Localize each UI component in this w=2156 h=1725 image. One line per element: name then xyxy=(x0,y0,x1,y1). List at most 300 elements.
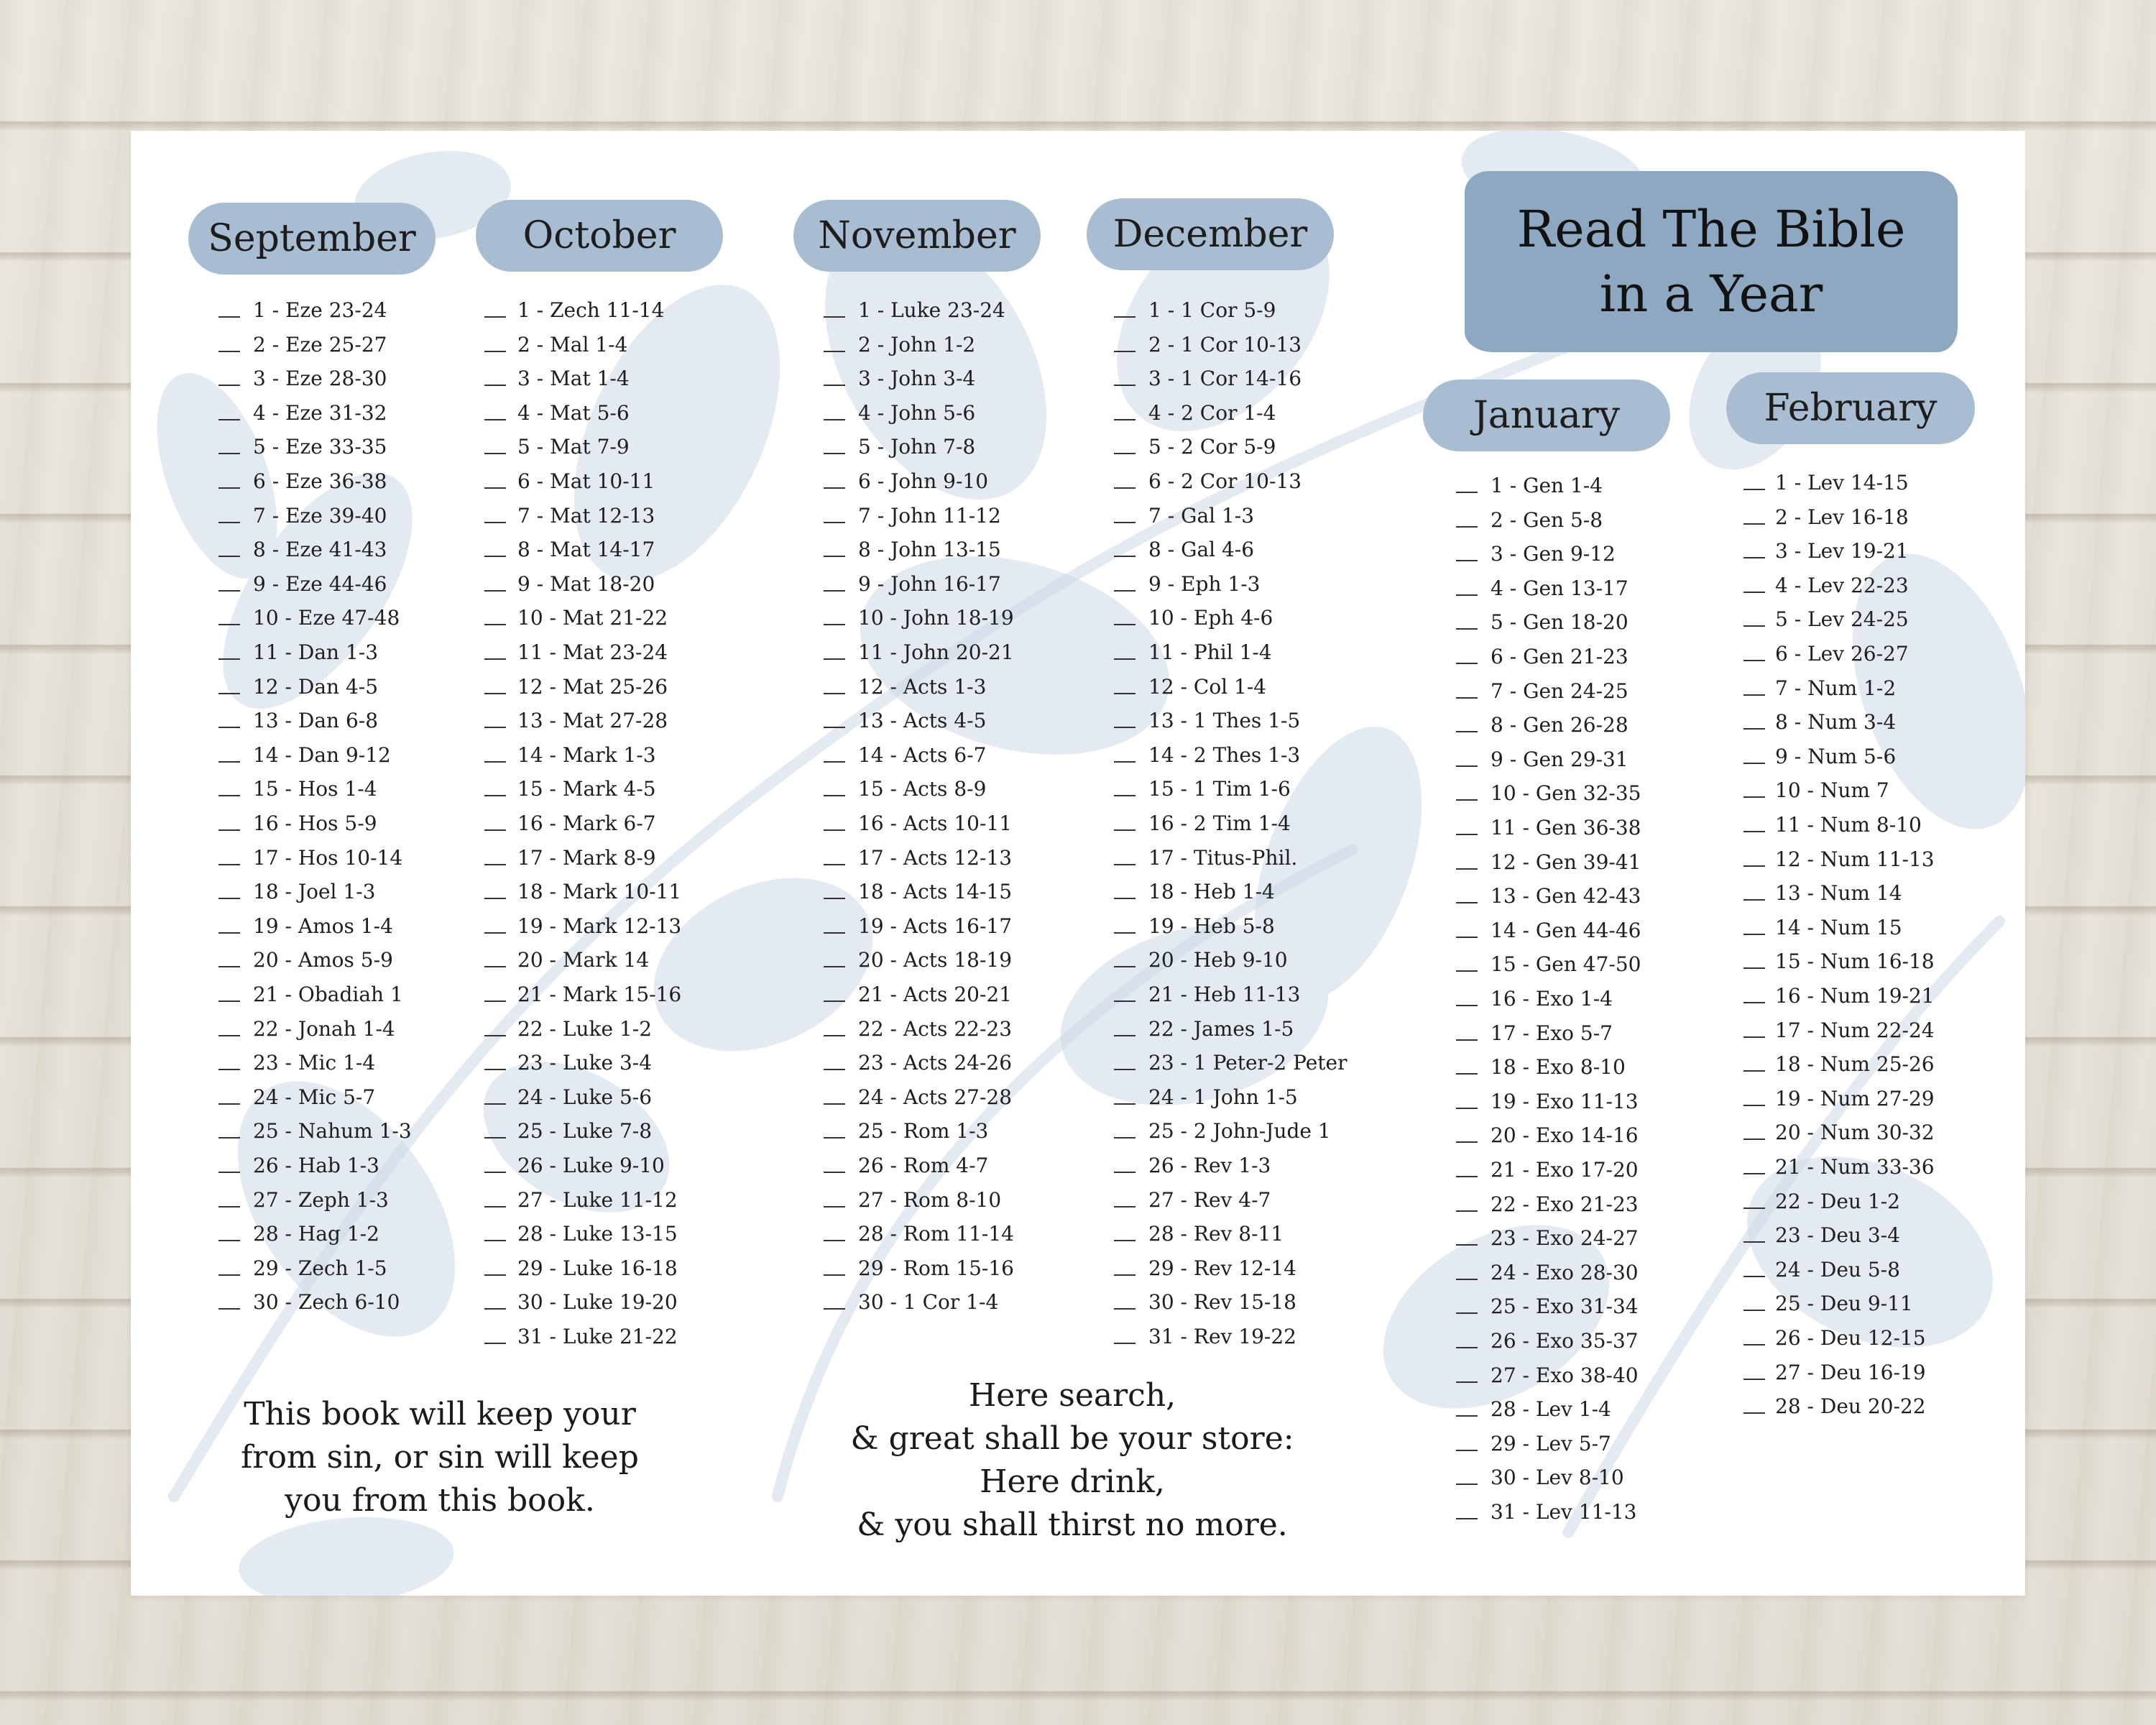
checkbox-blank-line[interactable] xyxy=(484,761,506,763)
reading-entry-label: 23 - Exo 24-27 xyxy=(1491,1226,1639,1250)
reading-entry-label: 15 - Acts 8-9 xyxy=(858,777,987,801)
checkbox-blank-line[interactable] xyxy=(1114,624,1135,625)
checkbox-blank-line[interactable] xyxy=(1456,1279,1478,1280)
checkbox-blank-line[interactable] xyxy=(824,693,845,694)
checkbox-blank-line[interactable] xyxy=(1456,799,1478,801)
checkbox-blank-line[interactable] xyxy=(1114,829,1135,831)
checkbox-blank-line[interactable] xyxy=(1114,1000,1135,1002)
month-header-january: January xyxy=(1423,380,1670,451)
reading-entry-label: 20 - Num 30-32 xyxy=(1775,1121,1935,1144)
checkbox-blank-line[interactable] xyxy=(1743,523,1765,525)
checkbox-blank-line[interactable] xyxy=(1743,1344,1765,1346)
checkbox-blank-line[interactable] xyxy=(1743,967,1765,969)
checkbox-blank-line[interactable] xyxy=(1456,868,1478,870)
checkbox-blank-line[interactable] xyxy=(824,556,845,557)
checkbox-blank-line[interactable] xyxy=(484,898,506,899)
reading-entry-label: 15 - 1 Tim 1-6 xyxy=(1148,777,1291,801)
reading-entry-label: 29 - Lev 5-7 xyxy=(1491,1432,1611,1455)
reading-entry-label: 7 - Mat 12-13 xyxy=(517,504,655,528)
checkbox-blank-line[interactable] xyxy=(1456,560,1478,561)
reading-entry-label: 5 - 2 Cor 5-9 xyxy=(1148,435,1276,459)
checkbox-blank-line[interactable] xyxy=(218,966,240,967)
checkbox-blank-line[interactable] xyxy=(218,1274,240,1276)
reading-entry-label: 21 - Obadiah 1 xyxy=(253,983,403,1006)
checkbox-blank-line[interactable] xyxy=(1114,932,1135,934)
reading-entry-label: 27 - Exo 38-40 xyxy=(1491,1363,1639,1387)
checkbox-blank-line[interactable] xyxy=(1456,1039,1478,1041)
reading-entry-label: 22 - Luke 1-2 xyxy=(517,1017,653,1041)
checkbox-blank-line[interactable] xyxy=(824,761,845,763)
checkbox-blank-line[interactable] xyxy=(1743,625,1765,627)
reading-entry-label: 6 - Gen 21-23 xyxy=(1491,645,1628,668)
reading-entry-label: 24 - 1 John 1-5 xyxy=(1148,1085,1298,1109)
checkbox-blank-line[interactable] xyxy=(1114,522,1135,523)
checkbox-blank-line[interactable] xyxy=(484,385,506,386)
reading-entry-label: 16 - Mark 6-7 xyxy=(517,811,656,835)
reading-entry-label: 12 - Acts 1-3 xyxy=(858,675,987,699)
checkbox-blank-line[interactable] xyxy=(218,385,240,386)
checkbox-blank-line[interactable] xyxy=(484,453,506,454)
reading-entry-label: 27 - Rev 4-7 xyxy=(1148,1188,1271,1212)
reading-entry-label: 3 - Lev 19-21 xyxy=(1775,539,1909,563)
checkbox-blank-line[interactable] xyxy=(484,1274,506,1276)
checkbox-blank-line[interactable] xyxy=(1456,1210,1478,1212)
quote-left-line: from sin, or sin will keep xyxy=(241,1439,639,1476)
checkbox-blank-line[interactable] xyxy=(218,829,240,831)
reading-entry-label: 21 - Num 33-36 xyxy=(1775,1155,1935,1179)
reading-entry-label: 28 - Rev 8-11 xyxy=(1148,1222,1284,1246)
checkbox-blank-line[interactable] xyxy=(1743,1105,1765,1106)
checkbox-blank-line[interactable] xyxy=(824,1035,845,1036)
checkbox-blank-line[interactable] xyxy=(484,1240,506,1241)
reading-entry-label: 3 - 1 Cor 14-16 xyxy=(1148,367,1302,390)
checkbox-blank-line[interactable] xyxy=(484,1206,506,1208)
reading-entry-label: 28 - Lev 1-4 xyxy=(1491,1397,1611,1421)
checkbox-blank-line[interactable] xyxy=(1743,694,1765,696)
checkbox-blank-line[interactable] xyxy=(824,1069,845,1070)
checkbox-blank-line[interactable] xyxy=(218,1240,240,1241)
reading-entry-label: 24 - Acts 27-28 xyxy=(858,1085,1013,1109)
checkbox-blank-line[interactable] xyxy=(484,487,506,489)
checkbox-blank-line[interactable] xyxy=(1743,831,1765,832)
reading-entry-label: 18 - Joel 1-3 xyxy=(253,880,376,903)
checkbox-blank-line[interactable] xyxy=(1114,1103,1135,1105)
reading-entry-label: 13 - Gen 42-43 xyxy=(1491,884,1641,908)
checkbox-blank-line[interactable] xyxy=(1456,1381,1478,1383)
checkbox-blank-line[interactable] xyxy=(218,1172,240,1173)
quote-left-line: you from this book. xyxy=(285,1482,595,1519)
checkbox-blank-line[interactable] xyxy=(1743,934,1765,935)
checkbox-blank-line[interactable] xyxy=(218,1035,240,1036)
checkbox-blank-line[interactable] xyxy=(218,1000,240,1002)
checkbox-blank-line[interactable] xyxy=(484,351,506,352)
checkbox-blank-line[interactable] xyxy=(484,624,506,625)
reading-entry-label: 30 - Rev 15-18 xyxy=(1148,1290,1296,1314)
reading-entry-label: 8 - John 13-15 xyxy=(858,538,1001,561)
checkbox-blank-line[interactable] xyxy=(218,351,240,352)
checkbox-blank-line[interactable] xyxy=(1456,834,1478,835)
checkbox-blank-line[interactable] xyxy=(484,522,506,523)
checkbox-blank-line[interactable] xyxy=(1743,1070,1765,1072)
reading-entry-label: 7 - Gal 1-3 xyxy=(1148,504,1255,528)
reading-entry-label: 10 - Gen 32-35 xyxy=(1491,781,1641,805)
checkbox-blank-line[interactable] xyxy=(1743,489,1765,490)
checkbox-blank-line[interactable] xyxy=(1743,557,1765,558)
checkbox-blank-line[interactable] xyxy=(218,1103,240,1105)
checkbox-blank-line[interactable] xyxy=(824,829,845,831)
reading-entry-label: 21 - Heb 11-13 xyxy=(1148,983,1301,1006)
checkbox-blank-line[interactable] xyxy=(218,590,240,592)
reading-entry-label: 28 - Deu 20-22 xyxy=(1775,1394,1926,1418)
checkbox-blank-line[interactable] xyxy=(1114,1172,1135,1173)
checkbox-blank-line[interactable] xyxy=(218,1308,240,1310)
checkbox-blank-line[interactable] xyxy=(218,316,240,318)
reading-entry-label: 4 - 2 Cor 1-4 xyxy=(1148,401,1276,425)
checkbox-blank-line[interactable] xyxy=(1456,765,1478,767)
reading-entry-label: 3 - Gen 9-12 xyxy=(1491,542,1616,566)
reading-entry-label: 6 - Mat 10-11 xyxy=(517,469,655,493)
checkbox-blank-line[interactable] xyxy=(1456,1176,1478,1177)
checkbox-blank-line[interactable] xyxy=(824,966,845,967)
checkbox-blank-line[interactable] xyxy=(824,1172,845,1173)
checkbox-blank-line[interactable] xyxy=(824,1308,845,1310)
reading-entry-label: 7 - Eze 39-40 xyxy=(253,504,387,528)
reading-entry-label: 26 - Rev 1-3 xyxy=(1148,1154,1271,1177)
reading-entry-label: 14 - Dan 9-12 xyxy=(253,743,391,767)
reading-entry-label: 5 - Gen 18-20 xyxy=(1491,610,1628,634)
checkbox-blank-line[interactable] xyxy=(484,1343,506,1344)
reading-entry-label: 19 - Num 27-29 xyxy=(1775,1087,1935,1110)
checkbox-blank-line[interactable] xyxy=(824,590,845,592)
reading-entry-label: 30 - Luke 19-20 xyxy=(517,1290,678,1314)
reading-entry-label: 8 - Num 3-4 xyxy=(1775,710,1897,734)
checkbox-blank-line[interactable] xyxy=(1456,1484,1478,1485)
checkbox-blank-line[interactable] xyxy=(1114,864,1135,865)
reading-entry-label: 24 - Mic 5-7 xyxy=(253,1085,376,1109)
reading-entry-label: 26 - Deu 12-15 xyxy=(1775,1326,1926,1350)
reading-entry-label: 31 - Luke 21-22 xyxy=(517,1325,678,1348)
checkbox-blank-line[interactable] xyxy=(1743,728,1765,730)
reading-entry-label: 14 - Num 15 xyxy=(1775,916,1902,939)
reading-entry-label: 8 - Eze 41-43 xyxy=(253,538,387,561)
checkbox-blank-line[interactable] xyxy=(1456,492,1478,493)
reading-entry-label: 27 - Zeph 1-3 xyxy=(253,1188,389,1212)
reading-entry-label: 20 - Amos 5-9 xyxy=(253,948,393,972)
checkbox-blank-line[interactable] xyxy=(824,487,845,489)
reading-entry-label: 29 - Luke 16-18 xyxy=(517,1256,678,1280)
reading-entry-label: 9 - Mat 18-20 xyxy=(517,572,655,596)
checkbox-blank-line[interactable] xyxy=(1456,1518,1478,1519)
reading-entry-label: 19 - Acts 16-17 xyxy=(858,914,1013,938)
reading-entry-label: 11 - Dan 1-3 xyxy=(253,640,379,664)
reading-entry-label: 10 - Eph 4-6 xyxy=(1148,606,1273,630)
checkbox-blank-line[interactable] xyxy=(1114,1343,1135,1344)
checkbox-blank-line[interactable] xyxy=(1114,351,1135,352)
checkbox-blank-line[interactable] xyxy=(824,795,845,796)
checkbox-blank-line[interactable] xyxy=(218,727,240,728)
checkbox-blank-line[interactable] xyxy=(218,522,240,523)
checkbox-blank-line[interactable] xyxy=(1114,419,1135,420)
checkbox-blank-line[interactable] xyxy=(484,1000,506,1002)
reading-entry-label: 25 - Nahum 1-3 xyxy=(253,1119,412,1143)
checkbox-blank-line[interactable] xyxy=(218,1206,240,1208)
reading-entry-label: 18 - Num 25-26 xyxy=(1775,1052,1935,1076)
checkbox-blank-line[interactable] xyxy=(1114,1240,1135,1241)
reading-entry-label: 26 - Rom 4-7 xyxy=(858,1154,989,1177)
checkbox-blank-line[interactable] xyxy=(218,932,240,934)
reading-entry-label: 20 - Heb 9-10 xyxy=(1148,948,1288,972)
checkbox-blank-line[interactable] xyxy=(218,624,240,625)
checkbox-blank-line[interactable] xyxy=(1743,592,1765,593)
checkbox-blank-line[interactable] xyxy=(824,1137,845,1138)
checkbox-blank-line[interactable] xyxy=(1456,1244,1478,1246)
reading-entry-label: 2 - John 1-2 xyxy=(858,333,976,356)
reading-entry-label: 10 - John 18-19 xyxy=(858,606,1014,630)
checkbox-blank-line[interactable] xyxy=(1743,763,1765,764)
reading-entry-label: 5 - Eze 33-35 xyxy=(253,435,387,459)
reading-entry-label: 18 - Exo 8-10 xyxy=(1491,1055,1626,1079)
quote-left xyxy=(224,1393,655,1522)
reading-entry-label: 12 - Dan 4-5 xyxy=(253,675,379,699)
reading-entry-label: 6 - Eze 36-38 xyxy=(253,469,387,493)
checkbox-blank-line[interactable] xyxy=(824,1274,845,1276)
checkbox-blank-line[interactable] xyxy=(1743,1002,1765,1003)
checkbox-blank-line[interactable] xyxy=(484,727,506,728)
month-header-september: September xyxy=(188,203,436,275)
reading-entry-label: 15 - Mark 4-5 xyxy=(517,777,656,801)
checkbox-blank-line[interactable] xyxy=(1114,727,1135,728)
reading-entry-label: 19 - Heb 5-8 xyxy=(1148,914,1275,938)
checkbox-blank-line[interactable] xyxy=(1743,1276,1765,1277)
reading-entry-label: 7 - Num 1-2 xyxy=(1775,676,1897,700)
checkbox-blank-line[interactable] xyxy=(484,1103,506,1105)
checkbox-blank-line[interactable] xyxy=(1114,898,1135,899)
quote-right-line: Here drink, xyxy=(980,1463,1165,1500)
checkbox-blank-line[interactable] xyxy=(484,590,506,592)
quote-right xyxy=(821,1374,1324,1547)
month-header-november: November xyxy=(793,200,1041,272)
reading-entry-label: 3 - Mat 1-4 xyxy=(517,367,630,390)
checkbox-blank-line[interactable] xyxy=(824,932,845,934)
reading-entry-label: 2 - Lev 16-18 xyxy=(1775,505,1909,529)
reading-entry-label: 29 - Zech 1-5 xyxy=(253,1256,387,1280)
reading-entry-label: 12 - Col 1-4 xyxy=(1148,675,1267,699)
checkbox-blank-line[interactable] xyxy=(218,864,240,865)
checkbox-blank-line[interactable] xyxy=(1456,1005,1478,1006)
reading-entry-label: 30 - Lev 8-10 xyxy=(1491,1466,1624,1489)
reading-entry-label: 4 - Gen 13-17 xyxy=(1491,576,1628,600)
checkbox-blank-line[interactable] xyxy=(824,419,845,420)
checkbox-blank-line[interactable] xyxy=(1456,1073,1478,1075)
checkbox-blank-line[interactable] xyxy=(1114,1035,1135,1036)
checkbox-blank-line[interactable] xyxy=(1114,693,1135,694)
checkbox-blank-line[interactable] xyxy=(1743,1379,1765,1380)
checkbox-blank-line[interactable] xyxy=(1743,1412,1765,1414)
checkbox-blank-line[interactable] xyxy=(484,932,506,934)
checkbox-blank-line[interactable] xyxy=(1114,316,1135,318)
reading-entry-label: 24 - Luke 5-6 xyxy=(517,1085,653,1109)
month-header-october: October xyxy=(476,200,723,272)
checkbox-blank-line[interactable] xyxy=(1743,865,1765,867)
reading-entry-label: 23 - Acts 24-26 xyxy=(858,1051,1013,1075)
checkbox-blank-line[interactable] xyxy=(1743,899,1765,901)
checkbox-blank-line[interactable] xyxy=(1114,1274,1135,1276)
checkbox-blank-line[interactable] xyxy=(1114,966,1135,967)
checkbox-blank-line[interactable] xyxy=(218,1137,240,1138)
checkbox-blank-line[interactable] xyxy=(484,1035,506,1036)
reading-entry-label: 26 - Exo 35-37 xyxy=(1491,1329,1639,1353)
checkbox-blank-line[interactable] xyxy=(1114,761,1135,763)
checkbox-blank-line[interactable] xyxy=(1743,1241,1765,1243)
checkbox-blank-line[interactable] xyxy=(1114,453,1135,454)
reading-entry-label: 18 - Heb 1-4 xyxy=(1148,880,1275,903)
checkbox-blank-line[interactable] xyxy=(1456,1347,1478,1348)
checkbox-blank-line[interactable] xyxy=(824,624,845,625)
reading-entry-label: 28 - Rom 11-14 xyxy=(858,1222,1014,1246)
reading-entry-label: 11 - Phil 1-4 xyxy=(1148,640,1272,664)
reading-entry-label: 24 - Deu 5-8 xyxy=(1775,1258,1900,1282)
checkbox-blank-line[interactable] xyxy=(484,1137,506,1138)
checkbox-blank-line[interactable] xyxy=(1114,795,1135,796)
reading-entry-label: 8 - Gen 26-28 xyxy=(1491,713,1628,737)
checkbox-blank-line[interactable] xyxy=(218,487,240,489)
checkbox-blank-line[interactable] xyxy=(484,658,506,660)
checkbox-blank-line[interactable] xyxy=(824,727,845,728)
checkbox-blank-line[interactable] xyxy=(218,693,240,694)
checkbox-blank-line[interactable] xyxy=(484,795,506,796)
checkbox-blank-line[interactable] xyxy=(1114,1206,1135,1208)
reading-entry-label: 16 - Num 19-21 xyxy=(1775,984,1935,1008)
checkbox-blank-line[interactable] xyxy=(824,316,845,318)
reading-entry-label: 15 - Hos 1-4 xyxy=(253,777,377,801)
checkbox-blank-line[interactable] xyxy=(484,693,506,694)
checkbox-blank-line[interactable] xyxy=(824,1103,845,1105)
checkbox-blank-line[interactable] xyxy=(1114,385,1135,386)
reading-entry-label: 13 - 1 Thes 1-5 xyxy=(1148,709,1301,732)
checkbox-blank-line[interactable] xyxy=(1456,731,1478,732)
reading-entry-label: 19 - Amos 1-4 xyxy=(253,914,393,938)
checkbox-blank-line[interactable] xyxy=(824,1240,845,1241)
checkbox-blank-line[interactable] xyxy=(218,419,240,420)
checkbox-blank-line[interactable] xyxy=(484,419,506,420)
quote-right-line: & great shall be your store: xyxy=(850,1420,1294,1457)
checkbox-blank-line[interactable] xyxy=(484,1069,506,1070)
checkbox-blank-line[interactable] xyxy=(484,1308,506,1310)
checkbox-blank-line[interactable] xyxy=(1456,1312,1478,1314)
reading-entry-label: 22 - Exo 21-23 xyxy=(1491,1192,1639,1216)
reading-entry-label: 5 - Lev 24-25 xyxy=(1775,607,1909,631)
month-header-february: February xyxy=(1726,372,1975,444)
checkbox-blank-line[interactable] xyxy=(484,864,506,865)
checkbox-blank-line[interactable] xyxy=(1114,1308,1135,1310)
checkbox-blank-line[interactable] xyxy=(824,522,845,523)
checkbox-blank-line[interactable] xyxy=(824,1206,845,1208)
checkbox-blank-line[interactable] xyxy=(1743,1036,1765,1038)
reading-entry-label: 17 - Exo 5-7 xyxy=(1491,1021,1613,1045)
reading-entry-label: 18 - Mark 10-11 xyxy=(517,880,682,903)
reading-entry-label: 9 - Num 5-6 xyxy=(1775,745,1897,768)
checkbox-blank-line[interactable] xyxy=(218,556,240,557)
checkbox-blank-line[interactable] xyxy=(1456,663,1478,664)
quote-right-line: & you shall thirst no more. xyxy=(857,1506,1288,1543)
reading-entry-label: 9 - John 16-17 xyxy=(858,572,1001,596)
reading-entry-label: 1 - Gen 1-4 xyxy=(1491,474,1603,497)
checkbox-blank-line[interactable] xyxy=(824,385,845,386)
checkbox-blank-line[interactable] xyxy=(218,761,240,763)
checkbox-blank-line[interactable] xyxy=(1114,590,1135,592)
checkbox-blank-line[interactable] xyxy=(1456,937,1478,938)
reading-entry-label: 19 - Mark 12-13 xyxy=(517,914,682,938)
checkbox-blank-line[interactable] xyxy=(1114,1137,1135,1138)
checkbox-blank-line[interactable] xyxy=(1456,902,1478,903)
checkbox-blank-line[interactable] xyxy=(1456,628,1478,630)
reading-entry-label: 9 - Eph 1-3 xyxy=(1148,572,1261,596)
reading-entry-label: 11 - Mat 23-24 xyxy=(517,640,668,664)
checkbox-blank-line[interactable] xyxy=(484,829,506,831)
reading-entry-label: 14 - Mark 1-3 xyxy=(517,743,656,767)
reading-entry-label: 17 - Num 22-24 xyxy=(1775,1018,1935,1042)
checkbox-blank-line[interactable] xyxy=(218,898,240,899)
checkbox-blank-line[interactable] xyxy=(218,453,240,454)
reading-entry-label: 18 - Acts 14-15 xyxy=(858,880,1013,903)
checkbox-blank-line[interactable] xyxy=(1456,970,1478,972)
checkbox-blank-line[interactable] xyxy=(1114,658,1135,660)
checkbox-blank-line[interactable] xyxy=(824,898,845,899)
checkbox-blank-line[interactable] xyxy=(484,556,506,557)
checkbox-blank-line[interactable] xyxy=(1743,1208,1765,1209)
reading-entry-label: 2 - Gen 5-8 xyxy=(1491,508,1603,532)
checkbox-blank-line[interactable] xyxy=(1456,1108,1478,1109)
reading-entry-label: 2 - 1 Cor 10-13 xyxy=(1148,333,1302,356)
checkbox-blank-line[interactable] xyxy=(1743,1310,1765,1311)
checkbox-blank-line[interactable] xyxy=(1743,1138,1765,1140)
reading-entry-label: 10 - Mat 21-22 xyxy=(517,606,668,630)
checkbox-blank-line[interactable] xyxy=(1743,660,1765,661)
checkbox-blank-line[interactable] xyxy=(1114,1069,1135,1070)
checkbox-blank-line[interactable] xyxy=(218,1069,240,1070)
reading-entry-label: 23 - Luke 3-4 xyxy=(517,1051,653,1075)
checkbox-blank-line[interactable] xyxy=(1456,1450,1478,1451)
checkbox-blank-line[interactable] xyxy=(1743,1173,1765,1174)
checkbox-blank-line[interactable] xyxy=(1456,594,1478,596)
checkbox-blank-line[interactable] xyxy=(218,658,240,660)
checkbox-blank-line[interactable] xyxy=(824,1000,845,1002)
checkbox-blank-line[interactable] xyxy=(1743,796,1765,798)
reading-entry-label: 9 - Eze 44-46 xyxy=(253,572,387,596)
checkbox-blank-line[interactable] xyxy=(484,966,506,967)
checkbox-blank-line[interactable] xyxy=(824,864,845,865)
checkbox-blank-line[interactable] xyxy=(1456,697,1478,699)
reading-entry-label: 10 - Num 7 xyxy=(1775,778,1889,802)
reading-entry-label: 19 - Exo 11-13 xyxy=(1491,1090,1639,1113)
reading-entry-label: 12 - Num 11-13 xyxy=(1775,847,1935,871)
checkbox-blank-line[interactable] xyxy=(824,658,845,660)
checkbox-blank-line[interactable] xyxy=(824,351,845,352)
checkbox-blank-line[interactable] xyxy=(484,1172,506,1173)
checkbox-blank-line[interactable] xyxy=(484,316,506,318)
reading-entry-label: 1 - Luke 23-24 xyxy=(858,298,1005,322)
reading-entry-label: 13 - Mat 27-28 xyxy=(517,709,668,732)
reading-entry-label: 23 - 1 Peter-2 Peter xyxy=(1148,1051,1348,1075)
checkbox-blank-line[interactable] xyxy=(1114,487,1135,489)
checkbox-blank-line[interactable] xyxy=(1456,1415,1478,1417)
checkbox-blank-line[interactable] xyxy=(1456,1141,1478,1143)
page-title xyxy=(1465,171,1958,352)
checkbox-blank-line[interactable] xyxy=(824,453,845,454)
checkbox-blank-line[interactable] xyxy=(1456,526,1478,528)
checkbox-blank-line[interactable] xyxy=(1114,556,1135,557)
checkbox-blank-line[interactable] xyxy=(218,795,240,796)
